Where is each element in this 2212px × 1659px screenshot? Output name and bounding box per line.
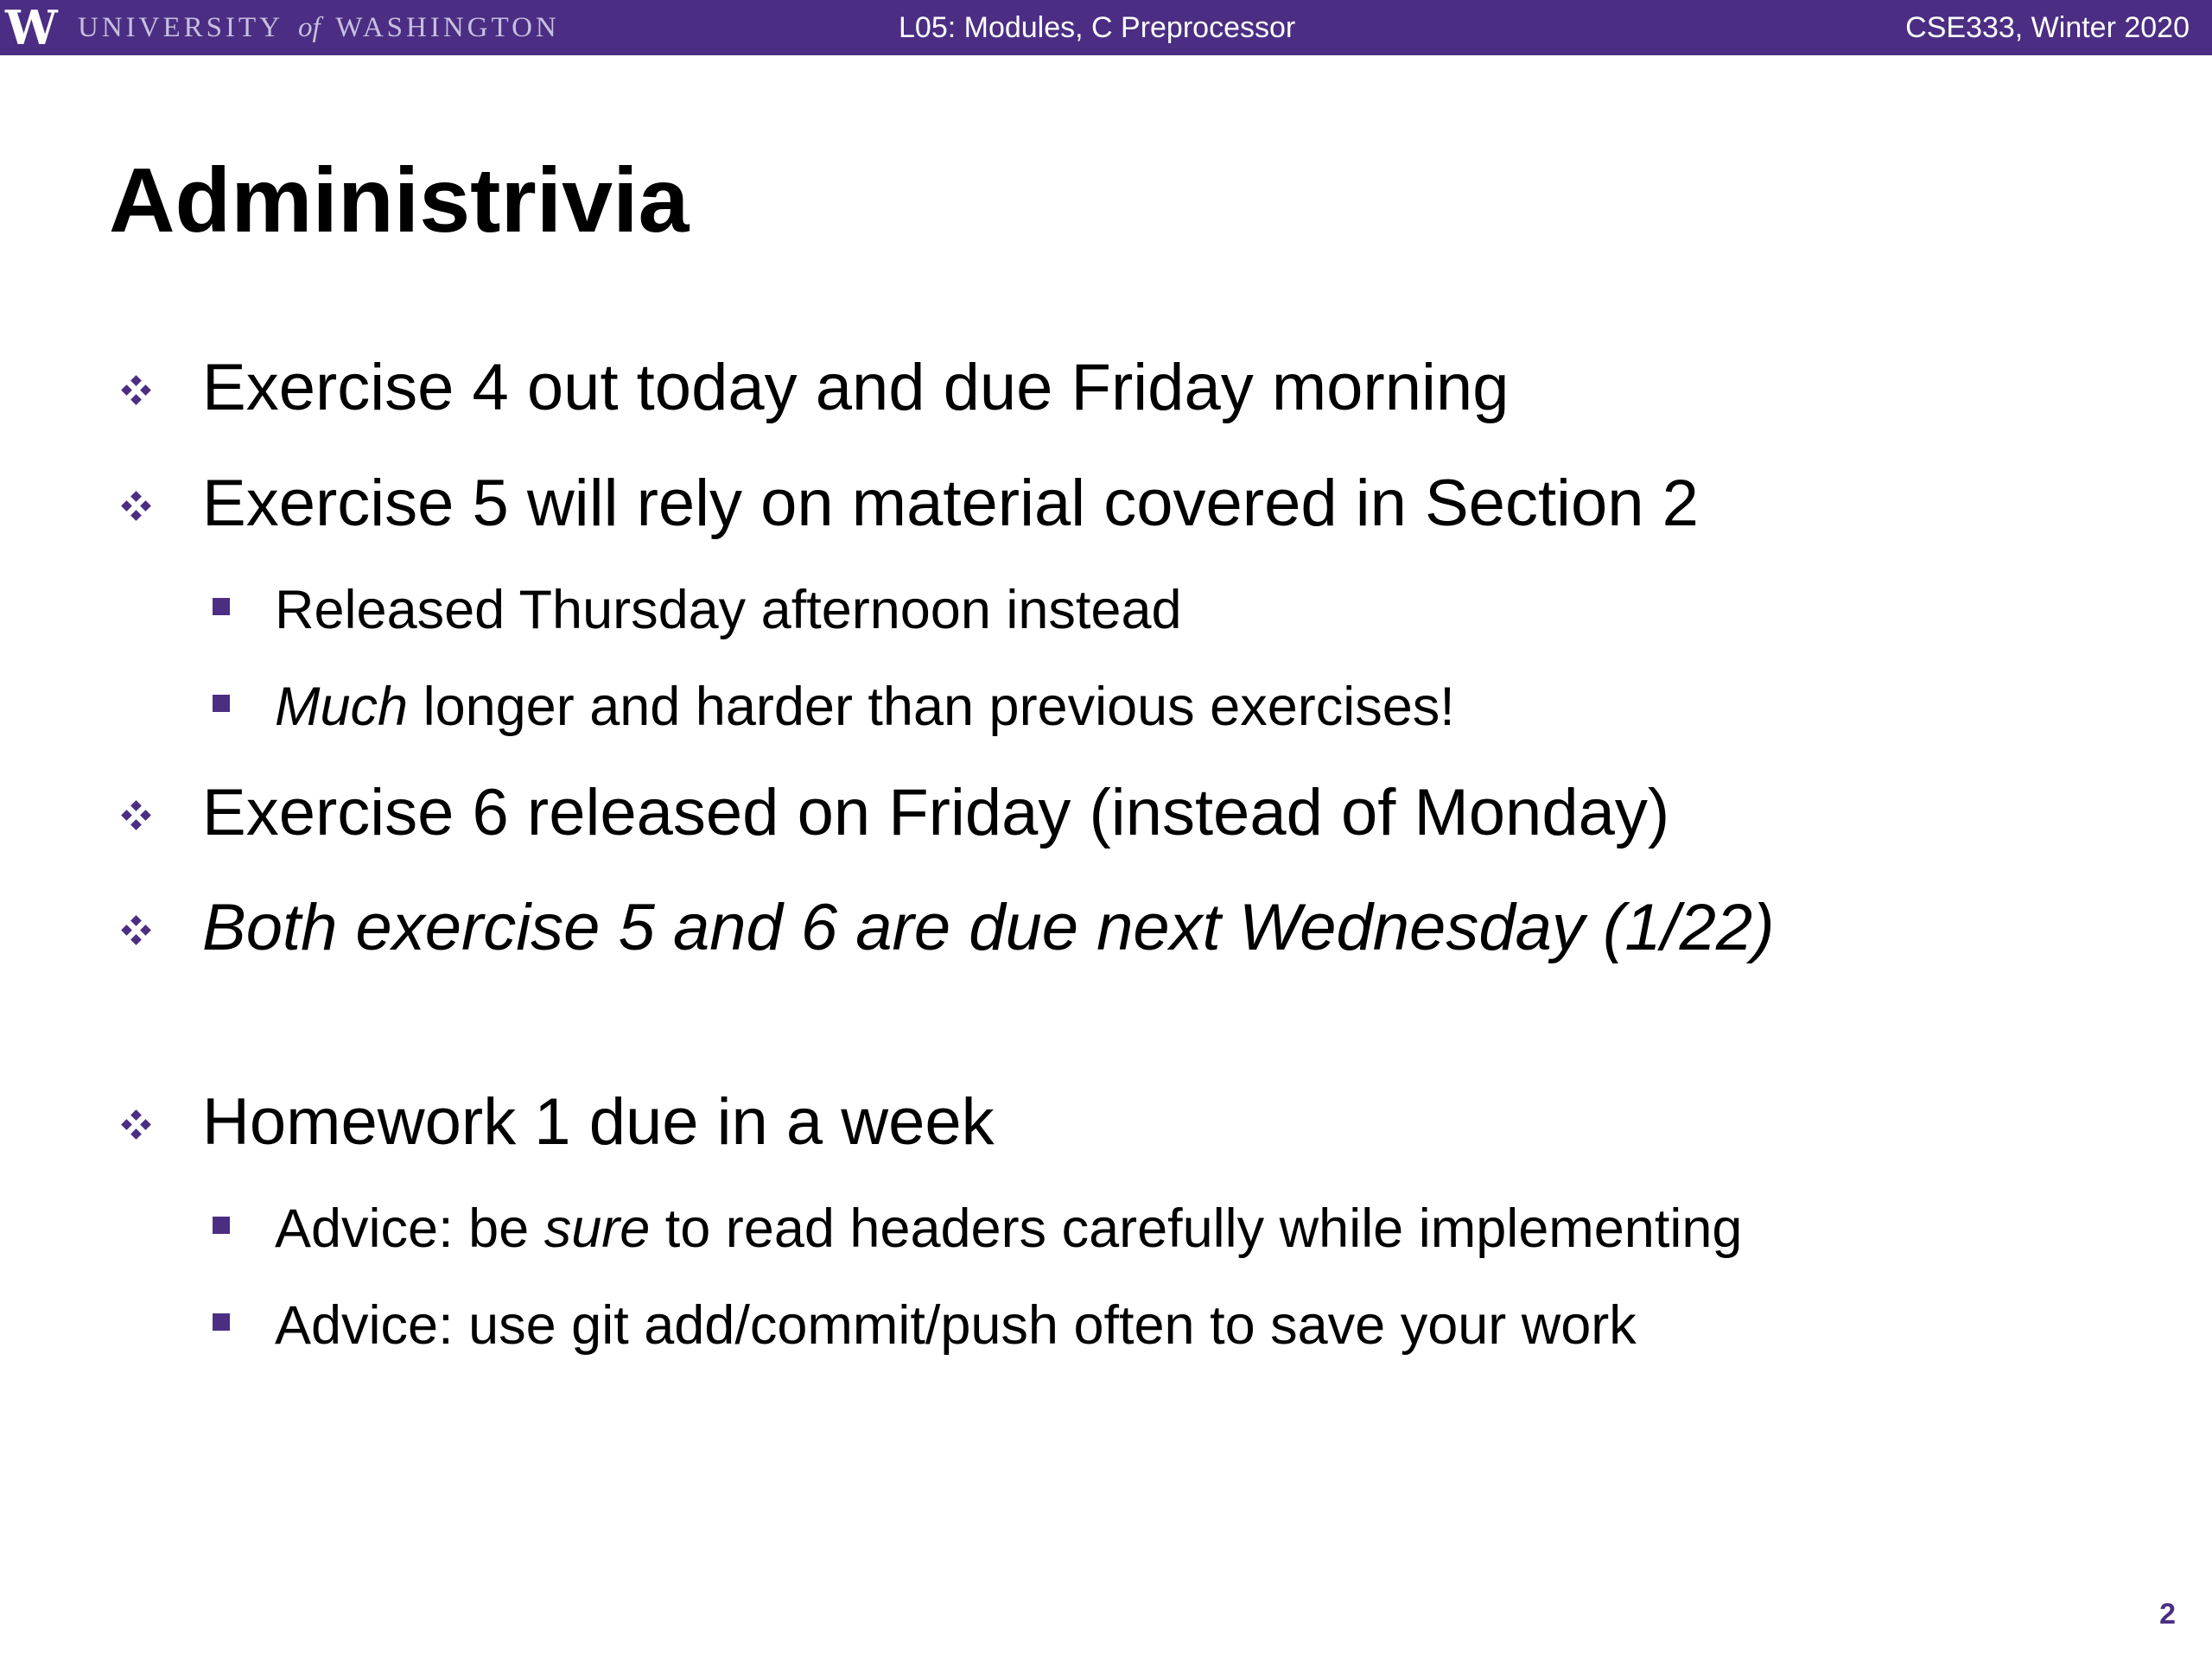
bullet-exercise-4 bbox=[202, 349, 1509, 427]
sub-bullet-released-thursday bbox=[275, 577, 1182, 643]
page-number: 2 bbox=[2159, 1598, 2176, 1630]
square-bullet-icon bbox=[213, 695, 230, 712]
diamond-bullet-icon bbox=[118, 797, 156, 835]
sub-bullet-text: Advice: be bbox=[275, 1198, 544, 1259]
bullet-text: Exercise 6 released on Friday (instead of Monday) bbox=[202, 776, 1670, 849]
bullet-text: Exercise 4 out today and due Friday morning bbox=[202, 351, 1510, 424]
wordmark-of: of bbox=[298, 12, 321, 43]
sub-bullet-emphasis: sure bbox=[543, 1198, 651, 1259]
square-bullet-icon bbox=[213, 1313, 230, 1331]
bullet-text: Both exercise 5 and 6 are due next Wednesday (1/22) bbox=[202, 891, 1775, 964]
sub-bullet-text: Released Thursday afternoon instead bbox=[275, 580, 1182, 640]
sub-bullet-text: longer and harder than previous exercises! bbox=[408, 677, 1455, 737]
wordmark-university: UNIVERSITY bbox=[78, 12, 283, 43]
sub-bullet-read-headers bbox=[275, 1196, 1742, 1262]
bullet-text: Homework 1 due in a week bbox=[202, 1085, 995, 1159]
sub-bullet-emphasis: Much bbox=[275, 677, 409, 737]
diamond-bullet-icon bbox=[118, 1106, 156, 1144]
diamond-bullet-icon bbox=[118, 912, 156, 950]
diamond-bullet-icon bbox=[118, 372, 156, 410]
square-bullet-icon bbox=[213, 598, 230, 615]
bullet-text: Exercise 5 will rely on material covered in Section 2 bbox=[202, 467, 1699, 540]
wordmark-washington: WASHINGTON bbox=[335, 12, 560, 43]
sub-bullet-much-longer bbox=[275, 674, 1455, 740]
diamond-bullet-icon bbox=[118, 487, 156, 525]
slide-header-bar bbox=[0, 0, 2212, 55]
slide-title: Administrivia bbox=[109, 149, 690, 251]
lecture-title: L05: Modules, C Preprocessor bbox=[899, 11, 1296, 44]
course-label: CSE333, Winter 2020 bbox=[1905, 11, 2190, 44]
bullet-exercise-6 bbox=[202, 774, 1669, 852]
square-bullet-icon bbox=[213, 1217, 230, 1234]
bullet-due-date bbox=[202, 889, 1775, 967]
uw-logo-w: W bbox=[5, 0, 58, 55]
bullet-exercise-5 bbox=[202, 465, 1699, 543]
uw-wordmark bbox=[78, 12, 560, 43]
sub-bullet-text: Advice: use git add/commit/push often to save your work bbox=[275, 1295, 1637, 1356]
bullet-homework-1 bbox=[202, 1084, 995, 1161]
sub-bullet-text: to read headers carefully while implementing bbox=[650, 1198, 1743, 1259]
sub-bullet-use-git bbox=[275, 1293, 1637, 1358]
